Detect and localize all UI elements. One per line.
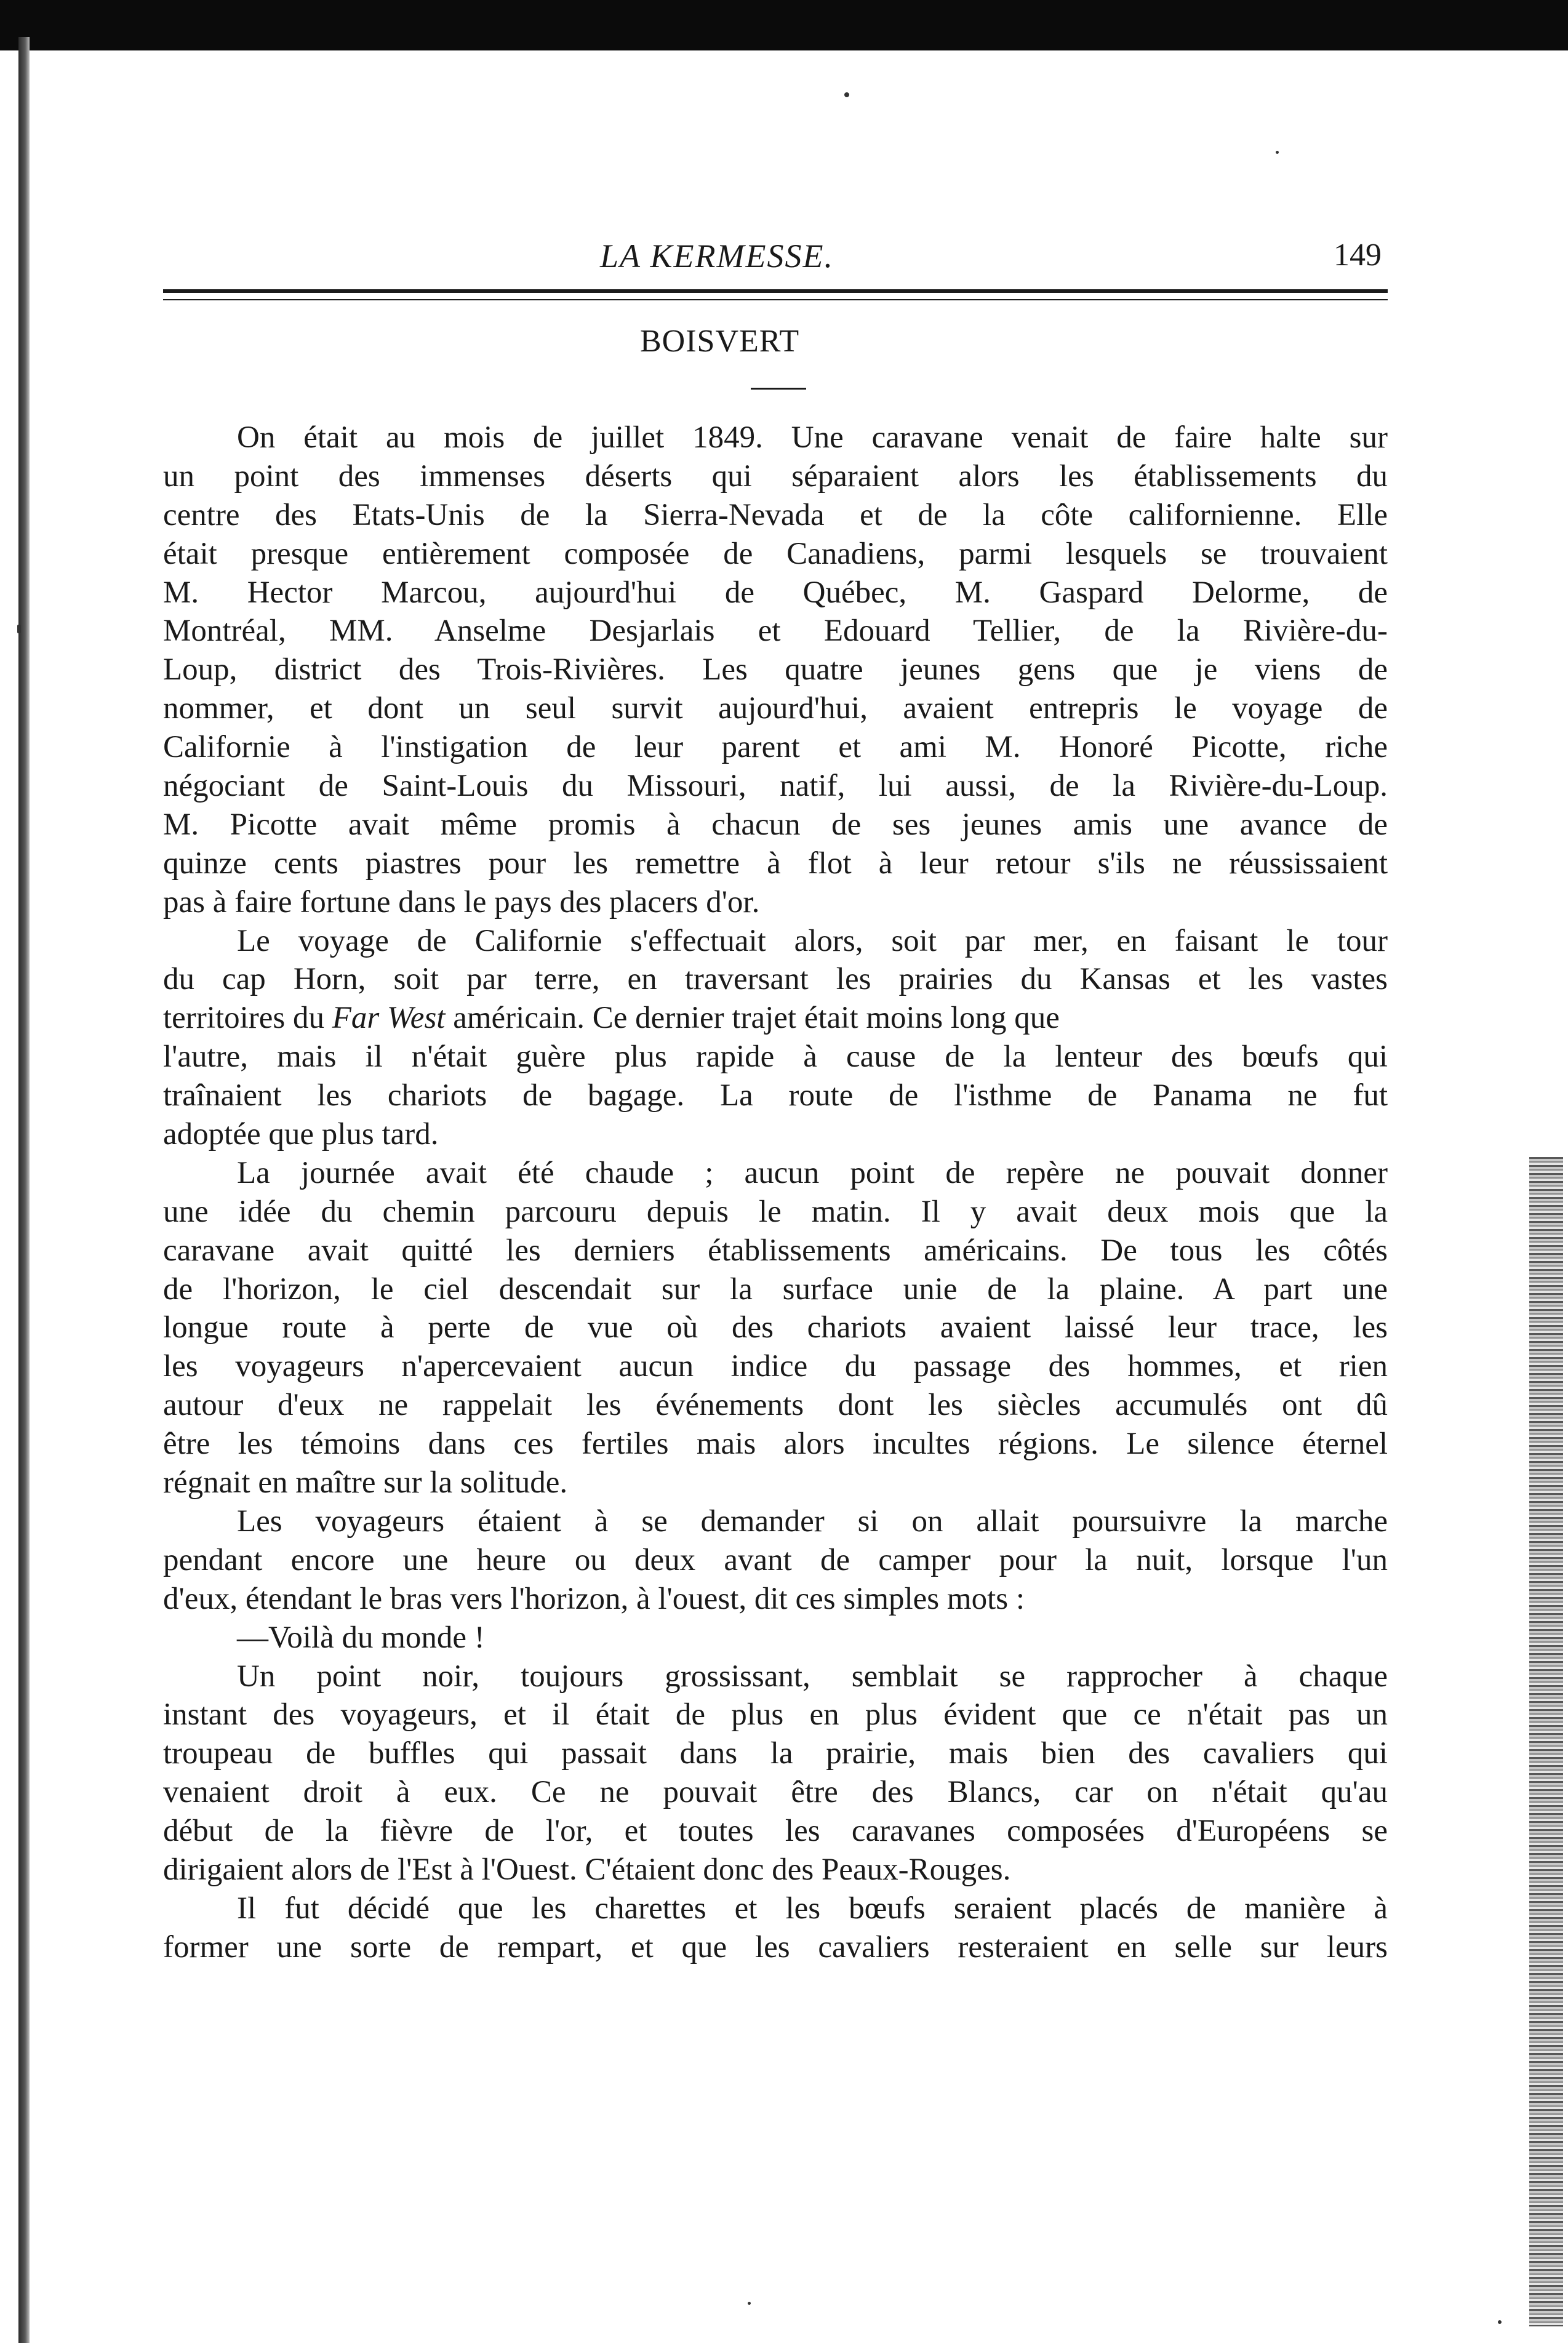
text-line: instant des voyageurs, et il était de plus en plus évident que ce n'était pas un — [163, 1697, 1388, 1732]
running-title: LA KERMESSE. — [600, 238, 834, 274]
text-line: Les voyageurs étaient à se demander si on allait poursuivre la marche — [237, 1504, 1388, 1539]
page-number: 149 — [1334, 238, 1382, 273]
text-line: former une sorte de rempart, et que les cavaliers resteraient en selle sur leurs — [163, 1929, 1388, 1965]
text-line: être les témoins dans ces fertiles mais alors incultes régions. Le silence éternel — [163, 1427, 1388, 1462]
text-line: de l'horizon, le ciel descendait sur la surface unie de la plaine. A part une — [163, 1272, 1388, 1307]
text-line: d'eux, étendant le bras vers l'horizon, à l'ouest, dit ces simples mots : — [163, 1581, 1025, 1616]
text-line: régnait en maître sur la solitude. — [163, 1465, 568, 1500]
text-line: Il fut décidé que les charettes et les bœufs seraient placés de manière à — [237, 1891, 1388, 1926]
text-line: traînaient les chariots de bagage. La route de l'isthme de Panama ne fut — [163, 1078, 1388, 1113]
text-line: du cap Horn, soit par terre, en traversant les prairies du Kansas et les vastes — [163, 962, 1388, 997]
scan-right-edge — [1529, 1157, 1563, 2326]
text-line: caravane avait quitté les derniers établissements américains. De tous les côtés — [163, 1233, 1388, 1268]
text-line: Montréal, MM. Anselme Desjarlais et Edouard Tellier, de la Rivière-du- — [163, 614, 1388, 649]
scan-speck — [17, 625, 21, 633]
title-separator — [751, 388, 806, 390]
text-line: pendant encore une heure ou deux avant de camper pour la nuit, lorsque l'un — [163, 1542, 1388, 1577]
scan-top-border — [0, 0, 1568, 50]
scan-speck — [1498, 2320, 1502, 2324]
text-line: Le voyage de Californie s'effectuait alors, soit par mer, en faisant le tour — [237, 923, 1388, 958]
text-line-mixed — [163, 999, 1388, 1038]
text-line: négociant de Saint-Louis du Missouri, natif, lui aussi, de la Rivière-du-Loup. — [163, 769, 1388, 804]
text-line: quinze cents piastres pour les remettre à flot à leur retour s'ils ne réussissaient — [163, 846, 1388, 881]
header-rule-thin — [163, 299, 1388, 300]
text-line: adoptée que plus tard. — [163, 1117, 439, 1152]
body-text — [163, 419, 1388, 1967]
text-line: un point des immenses déserts qui séparaient alors les établissements du — [163, 459, 1388, 494]
text-line: une idée du chemin parcouru depuis le matin. Il y avait deux mois que la — [163, 1194, 1388, 1229]
text-segment: territoires du — [163, 1001, 324, 1036]
header-rule-thick — [163, 289, 1388, 293]
text-line: venaient droit à eux. Ce ne pouvait être des Blancs, car on n'était qu'au — [163, 1775, 1388, 1810]
text-line: troupeau de buffles qui passait dans la prairie, mais bien des cavaliers qui — [163, 1736, 1388, 1771]
text-line: les voyageurs n'apercevaient aucun indice du passage des hommes, et rien — [163, 1349, 1388, 1384]
scan-left-edge — [18, 37, 30, 2343]
running-head — [163, 237, 1394, 280]
text-line: La journée avait été chaude ; aucun point de repère ne pouvait donner — [237, 1155, 1388, 1190]
text-line: début de la fièvre de l'or, et toutes les caravanes composées d'Européens se — [163, 1814, 1388, 1849]
italic-term: Far West — [332, 1001, 446, 1036]
text-line: était presque entièrement composée de Canadiens, parmi lesquels se trouvaient — [163, 536, 1388, 571]
scan-speck — [844, 92, 849, 97]
text-line: longue route à perte de vue où des chariots avaient laissé leur trace, les — [163, 1310, 1388, 1345]
text-line: —Voilà du monde ! — [237, 1620, 485, 1655]
text-line: l'autre, mais il n'était guère plus rapide à cause de la lenteur des bœufs qui — [163, 1039, 1388, 1075]
text-line: Loup, district des Trois-Rivières. Les quatre jeunes gens que je viens de — [163, 652, 1388, 687]
text-line: centre des Etats-Unis de la Sierra-Nevada et de la côte californienne. Elle — [163, 497, 1388, 532]
text-segment: américain. Ce dernier trajet était moins long que — [453, 1001, 1060, 1036]
chapter-title: BOISVERT — [640, 324, 800, 359]
scan-speck — [1276, 151, 1279, 154]
text-line: autour d'eux ne rappelait les événements dont les siècles accumulés ont dû — [163, 1388, 1388, 1423]
text-line: Californie à l'instigation de leur parent et ami M. Honoré Picotte, riche — [163, 730, 1388, 765]
text-line: Un point noir, toujours grossissant, semblait se rapprocher à chaque — [237, 1659, 1388, 1694]
scan-speck — [748, 2302, 751, 2305]
text-line: On était au mois de juillet 1849. Une caravane venait de faire halte sur — [237, 420, 1388, 455]
text-line: M. Picotte avait même promis à chacun de ses jeunes amis une avance de — [163, 807, 1388, 842]
text-line: dirigaient alors de l'Est à l'Ouest. C'étaient donc des Peaux-Rouges. — [163, 1852, 1011, 1887]
text-line: pas à faire fortune dans le pays des placers d'or. — [163, 884, 760, 919]
text-line: nommer, et dont un seul survit aujourd'hui, avaient entrepris le voyage de — [163, 691, 1388, 726]
text-line: M. Hector Marcou, aujourd'hui de Québec, M. Gaspard Delorme, de — [163, 575, 1388, 610]
